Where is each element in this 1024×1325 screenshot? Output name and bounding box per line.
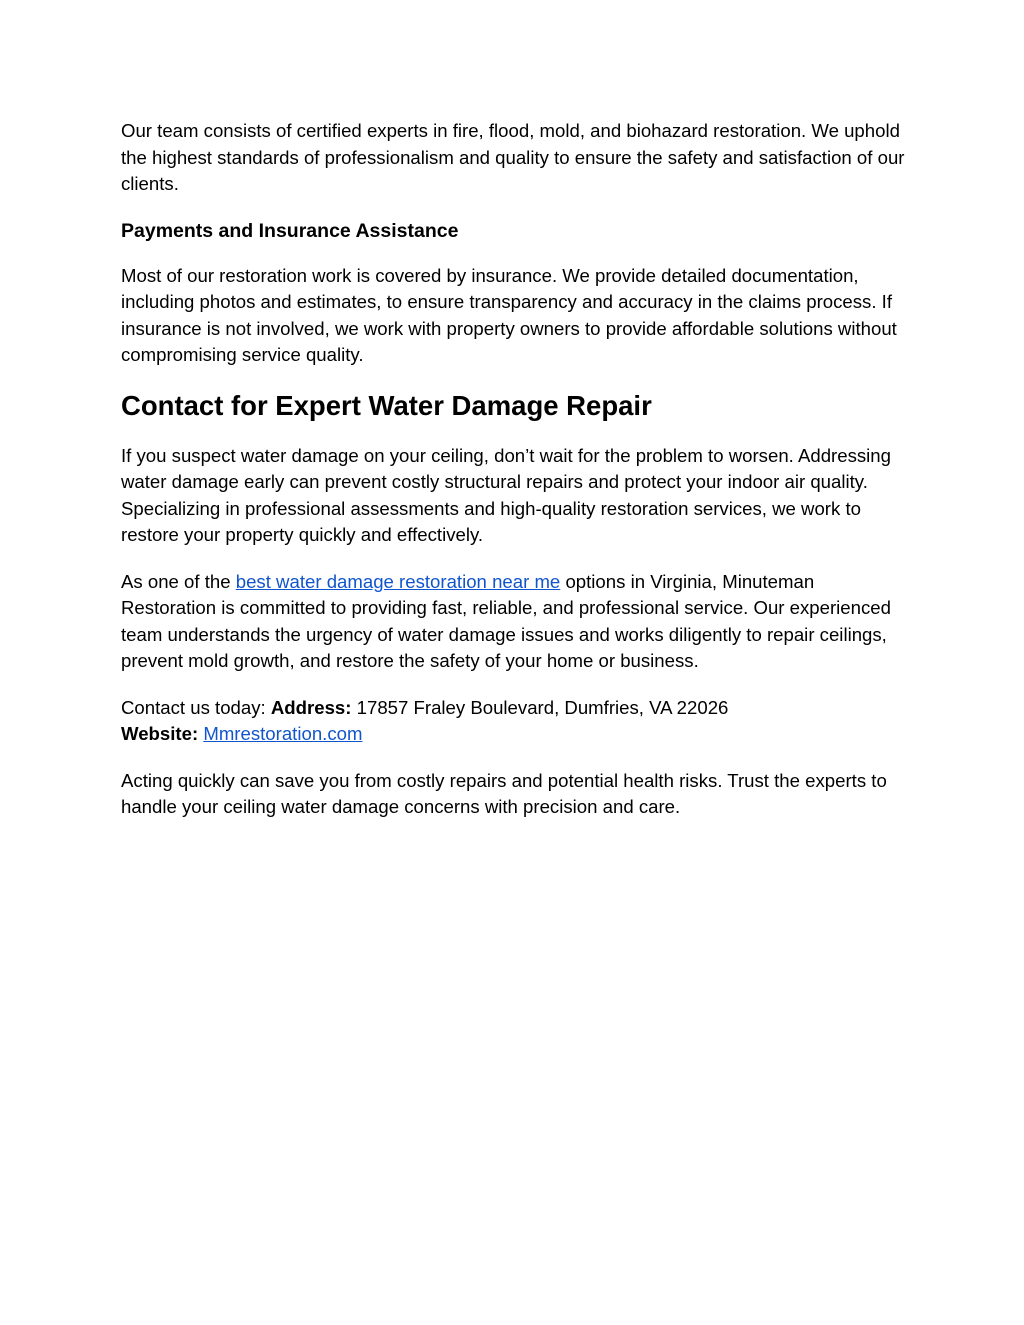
website-label: Website: xyxy=(121,723,199,744)
best-restoration-paragraph xyxy=(121,569,911,675)
best-suffix-text: options in Virginia, Minuteman Restoration is committed to providing fast, reliable, and professional service. Our experienced team understands the urgency of water damage issues and works diligently to repair ceilings, prevent mold growth, and restore the safety of your home or business. xyxy=(121,570,891,671)
best-restoration-link[interactable]: best water damage restoration near me xyxy=(235,570,561,592)
contact-prefix-text: Contact us today: xyxy=(121,696,271,718)
address-value: 17857 Fraley Boulevard, Dumfries, VA 22026 xyxy=(351,696,729,718)
contact-info-paragraph xyxy=(121,695,911,748)
address-label: Address: xyxy=(270,696,352,718)
payments-heading: Payments and Insurance Assistance xyxy=(121,219,459,242)
contact-heading: Contact for Expert Water Damage Repair xyxy=(121,389,652,421)
best-prefix-text: As one of the xyxy=(121,570,236,592)
website-link[interactable]: Mmrestoration.com xyxy=(203,723,363,744)
document-page xyxy=(121,118,911,841)
closing-paragraph: Acting quickly can save you from costly repairs and potential health risks. Trust the experts to handle your ceiling water damage concerns with precision and care. xyxy=(121,769,887,817)
intro-paragraph: Our team consists of certified experts in fire, flood, mold, and biohazard restoration. We uphold the highest standards of professionalism and quality to ensure the safety and satisfaction of our clients. xyxy=(121,120,905,194)
suspect-paragraph: If you suspect water damage on your ceiling, don’t wait for the problem to worsen. Addressing water damage early can prevent costly structural repairs and protect your indoor air quality. Specializing in professional assessments and high-quality restoration services, we work to restore your property quickly and effectively. xyxy=(121,444,891,545)
payments-paragraph: Most of our restoration work is covered by insurance. We provide detailed documentation, including photos and estimates, to ensure transparency and accuracy in the claims process. If insurance is not involved, we work with property owners to provide affordable solutions without compromising service quality. xyxy=(121,264,897,365)
